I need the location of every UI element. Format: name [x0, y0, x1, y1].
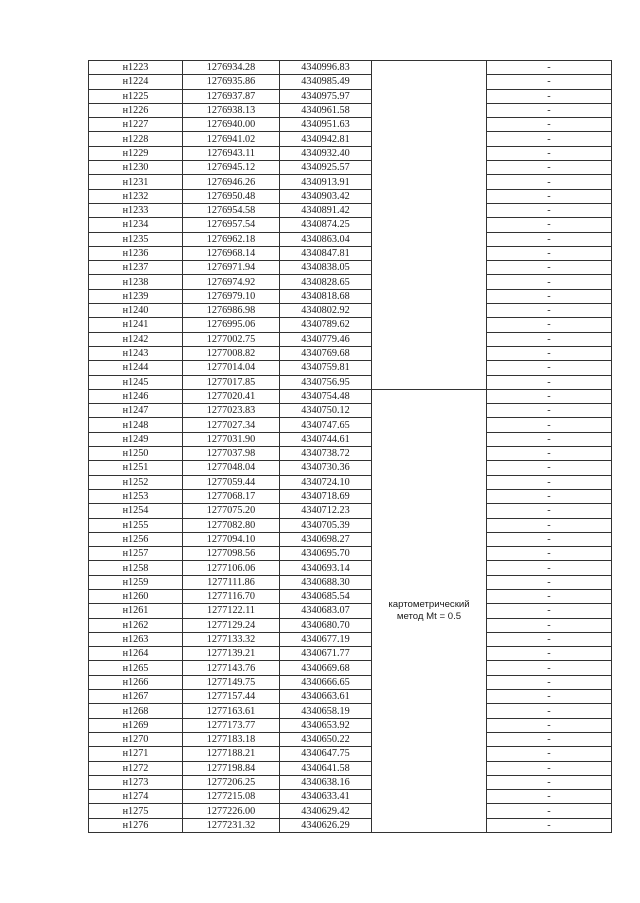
point-cell: н1240: [89, 304, 183, 318]
x-coordinate-cell: 1276974.92: [183, 275, 280, 289]
y-coordinate-cell: 4340647.75: [280, 747, 372, 761]
point-cell: н1242: [89, 332, 183, 346]
y-coordinate-cell: 4340932.40: [280, 146, 372, 160]
note-cell: -: [487, 518, 612, 532]
note-cell: -: [487, 461, 612, 475]
point-cell: н1270: [89, 732, 183, 746]
x-coordinate-cell: 1277037.98: [183, 447, 280, 461]
y-coordinate-cell: 4340669.68: [280, 661, 372, 675]
point-cell: н1236: [89, 246, 183, 260]
y-coordinate-cell: 4340705.39: [280, 518, 372, 532]
y-coordinate-cell: 4340802.92: [280, 304, 372, 318]
coordinates-table-body: [89, 61, 612, 833]
y-coordinate-cell: 4340747.65: [280, 418, 372, 432]
note-cell: -: [487, 146, 612, 160]
y-coordinate-cell: 4340951.63: [280, 118, 372, 132]
x-coordinate-cell: 1277149.75: [183, 675, 280, 689]
note-cell: -: [487, 275, 612, 289]
table-row: [89, 203, 612, 217]
table-row: [89, 418, 612, 432]
table-row: [89, 275, 612, 289]
x-coordinate-cell: 1276935.86: [183, 75, 280, 89]
x-coordinate-cell: 1277048.04: [183, 461, 280, 475]
y-coordinate-cell: 4340626.29: [280, 818, 372, 832]
x-coordinate-cell: 1276934.28: [183, 61, 280, 75]
point-cell: н1229: [89, 146, 183, 160]
point-cell: н1254: [89, 504, 183, 518]
table-row: [89, 461, 612, 475]
y-coordinate-cell: 4340985.49: [280, 75, 372, 89]
note-cell: -: [487, 61, 612, 75]
point-cell: н1250: [89, 447, 183, 461]
note-cell: -: [487, 618, 612, 632]
y-coordinate-cell: 4340718.69: [280, 489, 372, 503]
point-cell: н1223: [89, 61, 183, 75]
y-coordinate-cell: 4340685.54: [280, 589, 372, 603]
table-row: [89, 246, 612, 260]
point-cell: н1243: [89, 346, 183, 360]
note-cell: -: [487, 161, 612, 175]
point-cell: н1230: [89, 161, 183, 175]
y-coordinate-cell: 4340693.14: [280, 561, 372, 575]
point-cell: н1261: [89, 604, 183, 618]
table-row: [89, 818, 612, 832]
method-text-line-2: метод Mt = 0.5: [396, 610, 462, 622]
table-row: [89, 146, 612, 160]
y-coordinate-cell: 4340769.68: [280, 346, 372, 360]
table-row: [89, 718, 612, 732]
note-cell: -: [487, 661, 612, 675]
y-coordinate-cell: 4340828.65: [280, 275, 372, 289]
note-cell: -: [487, 561, 612, 575]
table-row: [89, 261, 612, 275]
point-cell: н1264: [89, 647, 183, 661]
table-row: [89, 75, 612, 89]
note-cell: -: [487, 175, 612, 189]
point-cell: н1225: [89, 89, 183, 103]
y-coordinate-cell: 4340996.83: [280, 61, 372, 75]
point-cell: н1224: [89, 75, 183, 89]
point-cell: н1251: [89, 461, 183, 475]
y-coordinate-cell: 4340658.19: [280, 704, 372, 718]
note-cell: -: [487, 547, 612, 561]
point-cell: н1271: [89, 747, 183, 761]
y-coordinate-cell: 4340789.62: [280, 318, 372, 332]
x-coordinate-cell: 1277008.82: [183, 346, 280, 360]
x-coordinate-cell: 1277098.56: [183, 547, 280, 561]
table-row: [89, 289, 612, 303]
y-coordinate-cell: 4340759.81: [280, 361, 372, 375]
y-coordinate-cell: 4340750.12: [280, 404, 372, 418]
table-row: [89, 346, 612, 360]
y-coordinate-cell: 4340744.61: [280, 432, 372, 446]
point-cell: н1260: [89, 589, 183, 603]
point-cell: н1234: [89, 218, 183, 232]
table-row: [89, 375, 612, 389]
point-cell: н1237: [89, 261, 183, 275]
point-cell: н1233: [89, 203, 183, 217]
note-cell: -: [487, 75, 612, 89]
x-coordinate-cell: 1276940.00: [183, 118, 280, 132]
point-cell: н1231: [89, 175, 183, 189]
y-coordinate-cell: 4340818.68: [280, 289, 372, 303]
x-coordinate-cell: 1277020.41: [183, 389, 280, 403]
point-cell: н1273: [89, 775, 183, 789]
point-cell: н1253: [89, 489, 183, 503]
x-coordinate-cell: 1277231.32: [183, 818, 280, 832]
note-cell: -: [487, 246, 612, 260]
x-coordinate-cell: 1277111.86: [183, 575, 280, 589]
table-row: [89, 589, 612, 603]
point-cell: н1262: [89, 618, 183, 632]
x-coordinate-cell: 1277082.80: [183, 518, 280, 532]
y-coordinate-cell: 4340754.48: [280, 389, 372, 403]
x-coordinate-cell: 1277226.00: [183, 804, 280, 818]
y-coordinate-cell: 4340650.22: [280, 732, 372, 746]
note-cell: -: [487, 232, 612, 246]
note-cell: -: [487, 103, 612, 117]
x-coordinate-cell: 1276979.10: [183, 289, 280, 303]
x-coordinate-cell: 1277075.20: [183, 504, 280, 518]
note-cell: -: [487, 304, 612, 318]
table-row: [89, 318, 612, 332]
note-cell: -: [487, 489, 612, 503]
note-cell: -: [487, 504, 612, 518]
table-row: [89, 618, 612, 632]
y-coordinate-cell: 4340641.58: [280, 761, 372, 775]
x-coordinate-cell: 1277017.85: [183, 375, 280, 389]
note-cell: -: [487, 647, 612, 661]
y-coordinate-cell: 4340874.25: [280, 218, 372, 232]
note-cell: -: [487, 818, 612, 832]
table-row: [89, 790, 612, 804]
point-cell: н1249: [89, 432, 183, 446]
y-coordinate-cell: 4340838.05: [280, 261, 372, 275]
document-page: [88, 60, 611, 833]
point-cell: н1238: [89, 275, 183, 289]
x-coordinate-cell: 1277215.08: [183, 790, 280, 804]
note-cell: -: [487, 375, 612, 389]
point-cell: н1252: [89, 475, 183, 489]
table-row: [89, 704, 612, 718]
note-cell: -: [487, 675, 612, 689]
x-coordinate-cell: 1277206.25: [183, 775, 280, 789]
method-cell: [372, 389, 487, 832]
table-row: [89, 690, 612, 704]
table-row: [89, 547, 612, 561]
y-coordinate-cell: 4340891.42: [280, 203, 372, 217]
table-row: [89, 747, 612, 761]
y-coordinate-cell: 4340695.70: [280, 547, 372, 561]
note-cell: -: [487, 804, 612, 818]
note-cell: -: [487, 589, 612, 603]
x-coordinate-cell: 1277027.34: [183, 418, 280, 432]
table-row: [89, 332, 612, 346]
table-row: [89, 761, 612, 775]
note-cell: -: [487, 475, 612, 489]
note-cell: -: [487, 89, 612, 103]
x-coordinate-cell: 1276938.13: [183, 103, 280, 117]
x-coordinate-cell: 1277116.70: [183, 589, 280, 603]
point-cell: н1268: [89, 704, 183, 718]
point-cell: н1256: [89, 532, 183, 546]
point-cell: н1269: [89, 718, 183, 732]
coordinates-table: [88, 60, 612, 833]
point-cell: н1265: [89, 661, 183, 675]
table-row: [89, 504, 612, 518]
point-cell: н1267: [89, 690, 183, 704]
x-coordinate-cell: 1276937.87: [183, 89, 280, 103]
note-cell: -: [487, 604, 612, 618]
point-cell: н1247: [89, 404, 183, 418]
note-cell: -: [487, 203, 612, 217]
y-coordinate-cell: 4340712.23: [280, 504, 372, 518]
note-cell: -: [487, 690, 612, 704]
table-row: [89, 189, 612, 203]
x-coordinate-cell: 1277143.76: [183, 661, 280, 675]
x-coordinate-cell: 1277068.17: [183, 489, 280, 503]
note-cell: -: [487, 404, 612, 418]
x-coordinate-cell: 1276945.12: [183, 161, 280, 175]
table-row: [89, 161, 612, 175]
point-cell: н1246: [89, 389, 183, 403]
table-row: [89, 661, 612, 675]
x-coordinate-cell: 1277094.10: [183, 532, 280, 546]
table-row: [89, 89, 612, 103]
x-coordinate-cell: 1277139.21: [183, 647, 280, 661]
y-coordinate-cell: 4340730.36: [280, 461, 372, 475]
point-cell: н1226: [89, 103, 183, 117]
note-cell: -: [487, 318, 612, 332]
note-cell: -: [487, 532, 612, 546]
table-row: [89, 647, 612, 661]
y-coordinate-cell: 4340688.30: [280, 575, 372, 589]
y-coordinate-cell: 4340671.77: [280, 647, 372, 661]
point-cell: н1259: [89, 575, 183, 589]
table-row: [89, 218, 612, 232]
y-coordinate-cell: 4340925.57: [280, 161, 372, 175]
x-coordinate-cell: 1276950.48: [183, 189, 280, 203]
x-coordinate-cell: 1276971.94: [183, 261, 280, 275]
table-row: [89, 447, 612, 461]
y-coordinate-cell: 4340975.97: [280, 89, 372, 103]
table-row: [89, 475, 612, 489]
point-cell: н1272: [89, 761, 183, 775]
table-row: [89, 232, 612, 246]
x-coordinate-cell: 1277122.11: [183, 604, 280, 618]
x-coordinate-cell: 1276986.98: [183, 304, 280, 318]
point-cell: н1227: [89, 118, 183, 132]
y-coordinate-cell: 4340756.95: [280, 375, 372, 389]
point-cell: н1275: [89, 804, 183, 818]
table-row: [89, 361, 612, 375]
point-cell: н1258: [89, 561, 183, 575]
note-cell: -: [487, 747, 612, 761]
point-cell: н1248: [89, 418, 183, 432]
y-coordinate-cell: 4340633.41: [280, 790, 372, 804]
point-cell: н1276: [89, 818, 183, 832]
table-row: [89, 118, 612, 132]
y-coordinate-cell: 4340663.61: [280, 690, 372, 704]
x-coordinate-cell: 1276941.02: [183, 132, 280, 146]
y-coordinate-cell: 4340677.19: [280, 632, 372, 646]
table-row: [89, 632, 612, 646]
y-coordinate-cell: 4340698.27: [280, 532, 372, 546]
x-coordinate-cell: 1277059.44: [183, 475, 280, 489]
point-cell: н1235: [89, 232, 183, 246]
y-coordinate-cell: 4340779.46: [280, 332, 372, 346]
point-cell: н1239: [89, 289, 183, 303]
table-row: [89, 404, 612, 418]
note-cell: -: [487, 132, 612, 146]
note-cell: -: [487, 775, 612, 789]
x-coordinate-cell: 1276946.26: [183, 175, 280, 189]
table-row: [89, 489, 612, 503]
x-coordinate-cell: 1277188.21: [183, 747, 280, 761]
y-coordinate-cell: 4340680.70: [280, 618, 372, 632]
y-coordinate-cell: 4340653.92: [280, 718, 372, 732]
point-cell: н1241: [89, 318, 183, 332]
point-cell: н1228: [89, 132, 183, 146]
x-coordinate-cell: 1276957.54: [183, 218, 280, 232]
table-row: [89, 61, 612, 75]
x-coordinate-cell: 1277133.32: [183, 632, 280, 646]
table-row: [89, 604, 612, 618]
x-coordinate-cell: 1277183.18: [183, 732, 280, 746]
method-cell-empty: [372, 61, 487, 390]
note-cell: -: [487, 761, 612, 775]
note-cell: -: [487, 346, 612, 360]
x-coordinate-cell: 1277198.84: [183, 761, 280, 775]
table-row: [89, 732, 612, 746]
table-row: [89, 518, 612, 532]
note-cell: -: [487, 418, 612, 432]
point-cell: н1255: [89, 518, 183, 532]
x-coordinate-cell: 1277106.06: [183, 561, 280, 575]
y-coordinate-cell: 4340913.91: [280, 175, 372, 189]
x-coordinate-cell: 1276995.06: [183, 318, 280, 332]
note-cell: -: [487, 790, 612, 804]
table-row: [89, 561, 612, 575]
table-row: [89, 432, 612, 446]
point-cell: н1263: [89, 632, 183, 646]
note-cell: -: [487, 118, 612, 132]
note-cell: -: [487, 718, 612, 732]
table-row: [89, 675, 612, 689]
table-row: [89, 389, 612, 403]
point-cell: н1244: [89, 361, 183, 375]
x-coordinate-cell: 1277163.61: [183, 704, 280, 718]
note-cell: -: [487, 732, 612, 746]
note-cell: -: [487, 575, 612, 589]
y-coordinate-cell: 4340903.42: [280, 189, 372, 203]
note-cell: -: [487, 218, 612, 232]
method-text-line-1: картометрический: [388, 598, 470, 610]
x-coordinate-cell: 1277129.24: [183, 618, 280, 632]
x-coordinate-cell: 1276962.18: [183, 232, 280, 246]
y-coordinate-cell: 4340683.07: [280, 604, 372, 618]
note-cell: -: [487, 632, 612, 646]
point-cell: н1266: [89, 675, 183, 689]
table-row: [89, 575, 612, 589]
y-coordinate-cell: 4340666.65: [280, 675, 372, 689]
point-cell: н1274: [89, 790, 183, 804]
x-coordinate-cell: 1277023.83: [183, 404, 280, 418]
x-coordinate-cell: 1277014.04: [183, 361, 280, 375]
y-coordinate-cell: 4340961.58: [280, 103, 372, 117]
x-coordinate-cell: 1277173.77: [183, 718, 280, 732]
note-cell: -: [487, 261, 612, 275]
table-row: [89, 532, 612, 546]
x-coordinate-cell: 1277031.90: [183, 432, 280, 446]
table-row: [89, 132, 612, 146]
table-row: [89, 175, 612, 189]
y-coordinate-cell: 4340738.72: [280, 447, 372, 461]
x-coordinate-cell: 1276943.11: [183, 146, 280, 160]
y-coordinate-cell: 4340942.81: [280, 132, 372, 146]
note-cell: -: [487, 389, 612, 403]
note-cell: -: [487, 704, 612, 718]
table-row: [89, 304, 612, 318]
note-cell: -: [487, 189, 612, 203]
point-cell: н1245: [89, 375, 183, 389]
table-row: [89, 103, 612, 117]
y-coordinate-cell: 4340638.16: [280, 775, 372, 789]
table-row: [89, 775, 612, 789]
y-coordinate-cell: 4340724.10: [280, 475, 372, 489]
note-cell: -: [487, 289, 612, 303]
note-cell: -: [487, 361, 612, 375]
x-coordinate-cell: 1277157.44: [183, 690, 280, 704]
y-coordinate-cell: 4340629.42: [280, 804, 372, 818]
x-coordinate-cell: 1277002.75: [183, 332, 280, 346]
x-coordinate-cell: 1276954.58: [183, 203, 280, 217]
note-cell: -: [487, 432, 612, 446]
y-coordinate-cell: 4340863.04: [280, 232, 372, 246]
y-coordinate-cell: 4340847.81: [280, 246, 372, 260]
table-row: [89, 804, 612, 818]
point-cell: н1232: [89, 189, 183, 203]
note-cell: -: [487, 332, 612, 346]
note-cell: -: [487, 447, 612, 461]
x-coordinate-cell: 1276968.14: [183, 246, 280, 260]
point-cell: н1257: [89, 547, 183, 561]
